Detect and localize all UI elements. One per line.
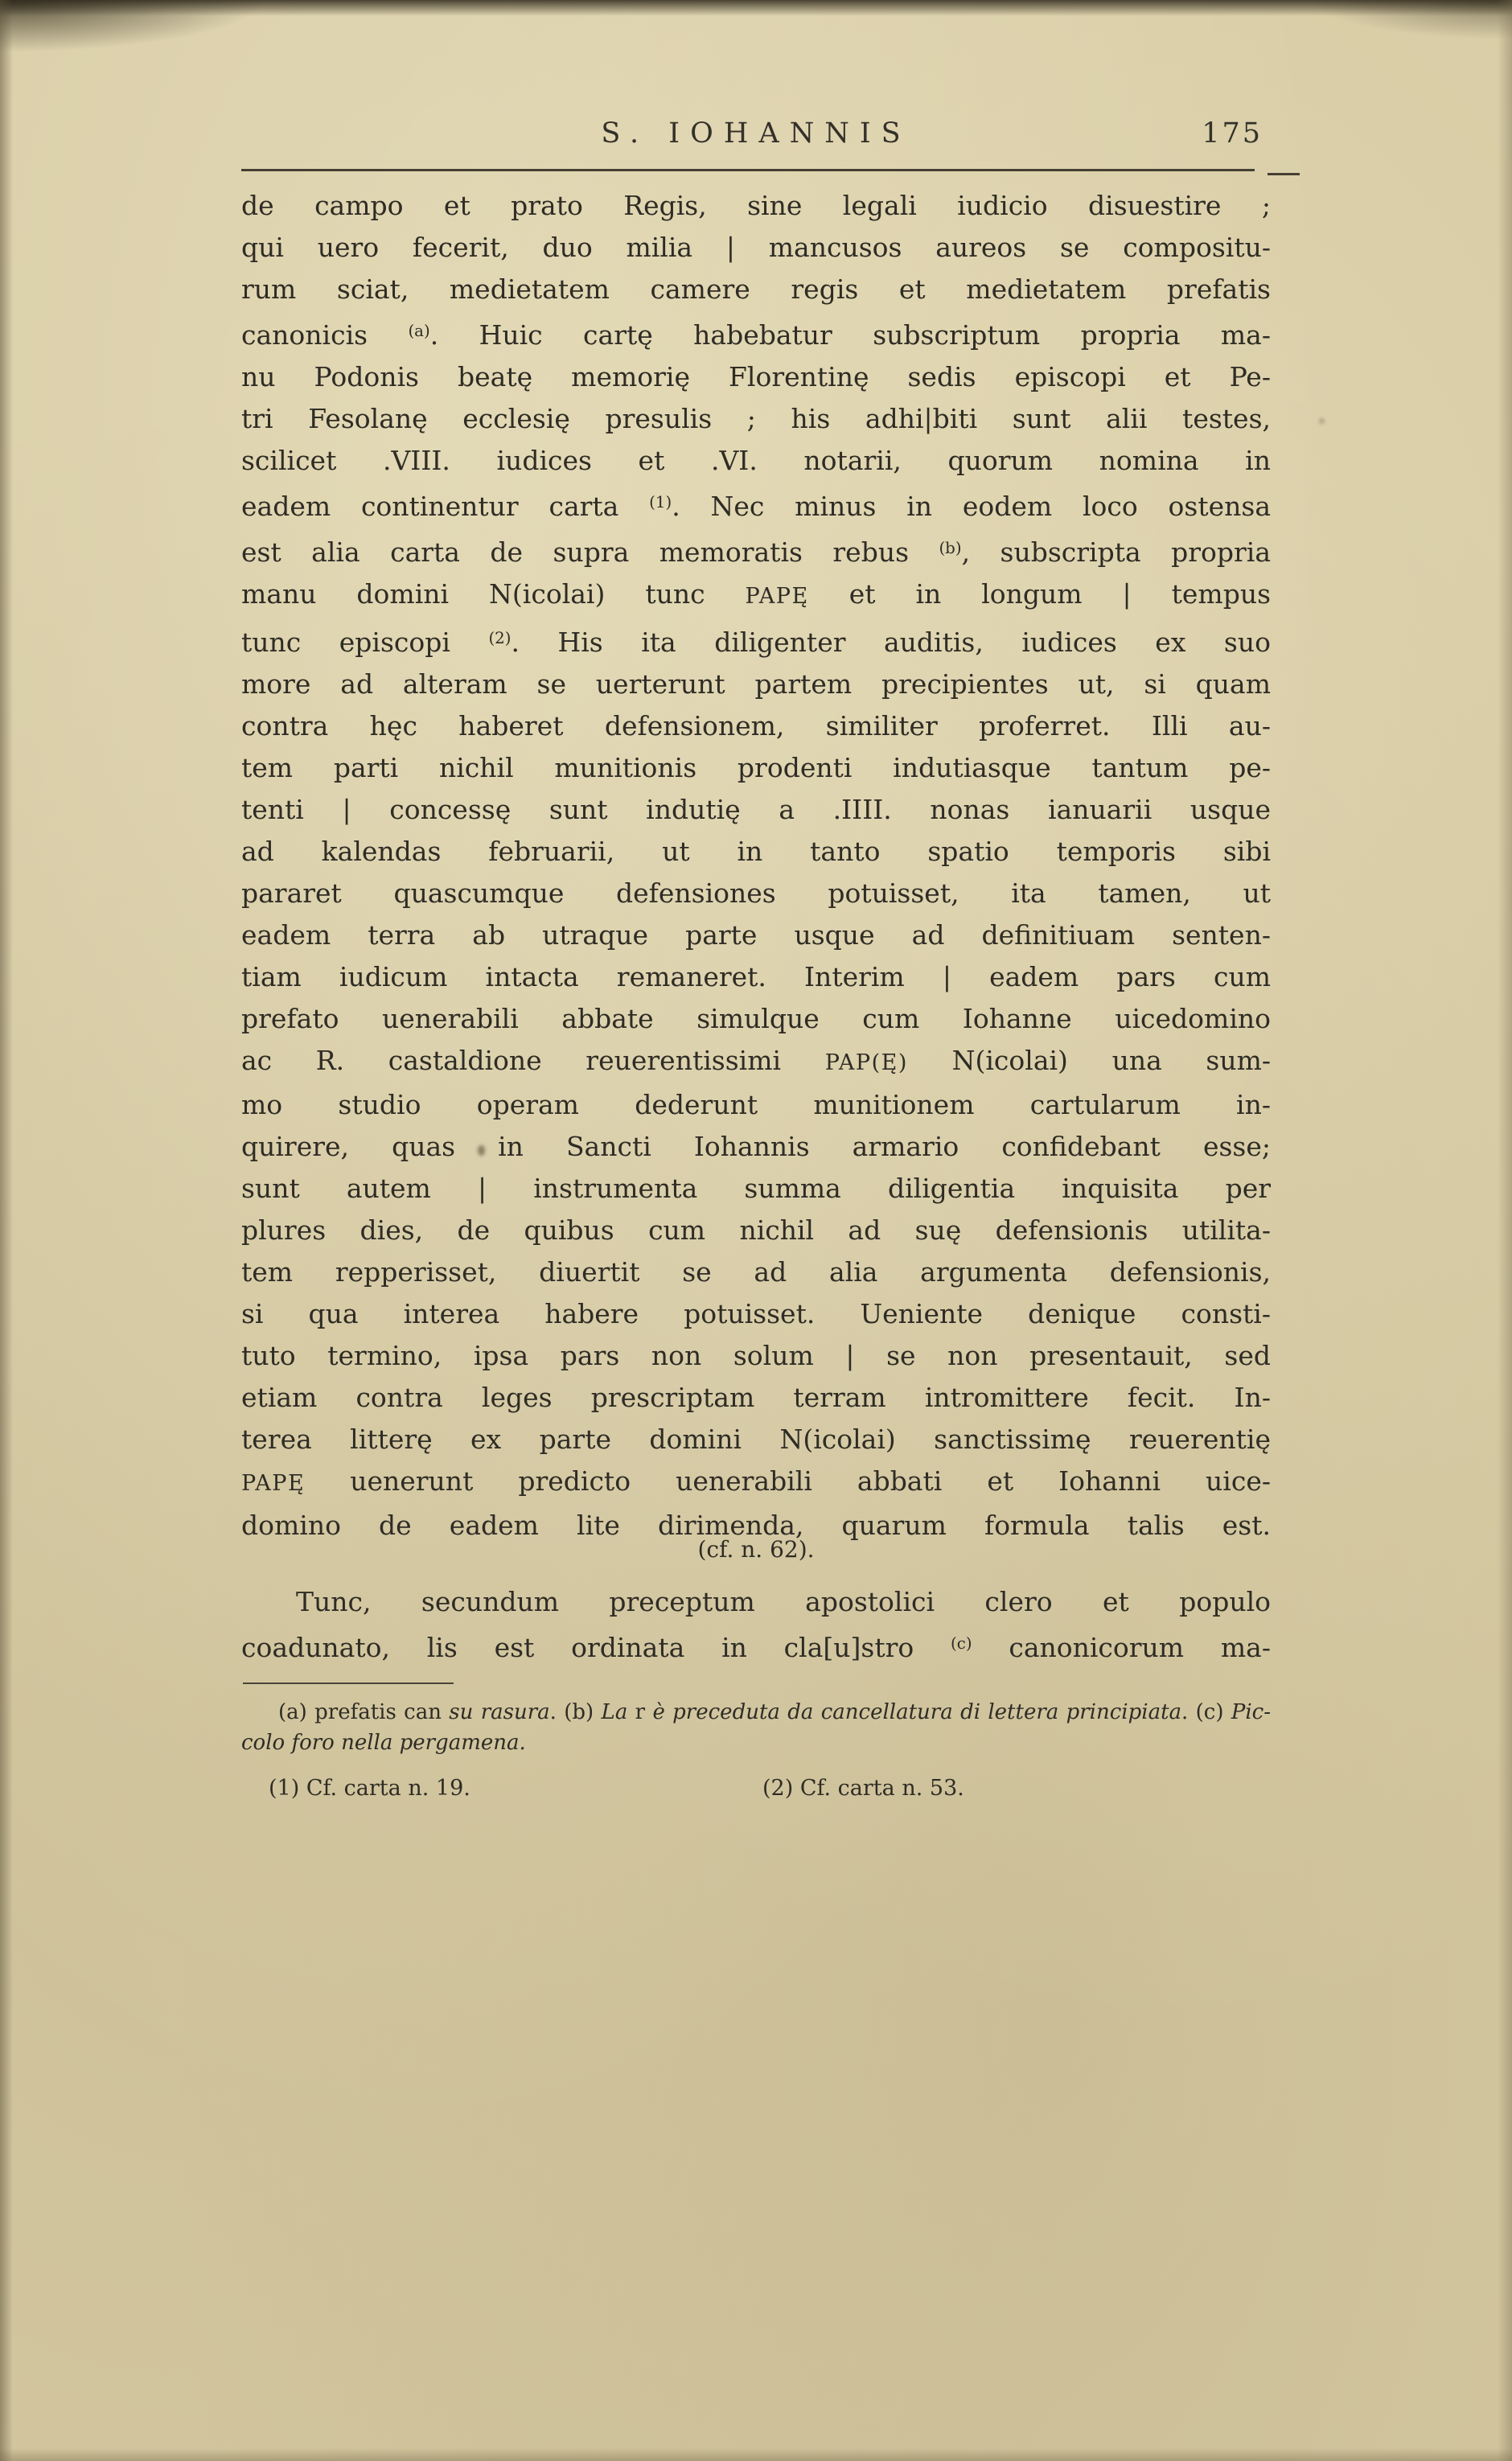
page-number: 175: [1202, 117, 1263, 150]
superscript-note-mark: (b): [939, 538, 962, 557]
page-edge-shadow-right: [1498, 0, 1512, 2461]
page-edge-shadow-bottom: [0, 2448, 1512, 2461]
italic-text: La: [601, 1700, 628, 1724]
italic-text: Pic-: [1231, 1700, 1271, 1724]
page-edge-shadow-corner-left: [0, 0, 370, 72]
text-line: ac R. castaldione reuerentissimi PAP(Ę) N(icolai) una sum-: [241, 1044, 1272, 1076]
text-line: tri Fesolanę ecclesię presulis ; his adhi|biti sunt alii testes,: [241, 402, 1271, 434]
text-line: more ad alteram se uerterunt partem precipientes ut, si quam: [241, 668, 1271, 700]
text-line: tem repperisset, diuertit se ad alia argumenta defensionis,: [241, 1255, 1271, 1288]
text-line: tem parti nichil munitionis prodenti indutiasque tantum pe-: [241, 751, 1271, 783]
superscript-note-mark: (a): [408, 322, 430, 340]
running-header: [241, 117, 1271, 154]
paragraph-second: [241, 1581, 1271, 1669]
text-line: eadem continentur carta $^{(1)}$. Nec minus in eodem loco ostensa: [241, 490, 1272, 522]
page-edge-shadow-left: [0, 0, 13, 2461]
italic-text: su rasura: [449, 1700, 550, 1724]
text-line: si qua interea habere potuisset. Ueniente denique consti-: [241, 1297, 1271, 1329]
page-edge-shadow-corner-right: [1222, 0, 1512, 56]
small-caps-text: PAPĘ: [241, 1470, 306, 1496]
italic-text: è preceduta da cancellatura di lettera principiata: [652, 1700, 1182, 1724]
text-line: prefato uenerabili abbate simulque cum Iohanne uicedomino: [241, 1002, 1271, 1034]
text-line: qui uero fecerit, duo milia | mancusos aureos se compositu-: [241, 232, 1271, 263]
text-line: coadunato, lis est ordinata in cla[u]stro $^{(c)}$ canonicorum ma-: [241, 1631, 1272, 1663]
superscript-note-mark: (c): [951, 1634, 972, 1653]
italic-text: colo foro nella pergamena.: [241, 1731, 526, 1755]
text-line: plures dies, de quibus cum nichil ad suę defensionis utilita-: [241, 1214, 1271, 1246]
text-line: scilicet .VIII. iudices et .VI. notarii, quorum nomina in: [241, 444, 1271, 476]
text-line: PAPĘ uenerunt predicto uenerabili abbati et Iohanni uice-: [241, 1465, 1271, 1497]
superscript-note-mark: (1): [649, 492, 672, 512]
text-line: ad kalendas februarii, ut in tanto spatio temporis sibi: [241, 835, 1271, 867]
small-caps-text: PAPĘ: [745, 583, 809, 609]
text-line: mo studio operam dederunt munitionem cartularum in-: [241, 1088, 1271, 1120]
text-line: de campo et prato Regis, sine legali iudicio disuestire ;: [241, 190, 1271, 221]
text-line: manu domini N(icolai) tunc PAPĘ et in longum | tempus: [241, 577, 1272, 610]
small-caps-text: PAP(Ę): [824, 1050, 908, 1075]
text-line: Tunc, secundum preceptum apostolici clero et populo: [296, 1586, 1271, 1617]
text-line: pararet quascumque defensiones potuisset, ita tamen, ut: [241, 877, 1271, 909]
running-header-title: S. IOHANNIS: [601, 117, 911, 150]
reference-2: (2) Cf. carta n. 53.: [762, 1776, 964, 1801]
footnote-references: [241, 1776, 1271, 1808]
text-line: tuto termino, ipsa pars non solum | se non presentauit, sed: [241, 1339, 1271, 1371]
footnote-rule: [243, 1682, 454, 1684]
text-line: tiam iudicum intacta remaneret. Interim | eadem pars cum: [241, 960, 1271, 992]
page-edge-shadow-top: [0, 0, 1512, 16]
header-rule-dash: [1268, 173, 1300, 175]
text-line: domino de eadem lite dirimenda, quarum formula talis est.: [241, 1509, 1271, 1541]
text-line: etiam contra leges prescriptam terram intromittere fecit. In-: [241, 1381, 1271, 1413]
text-line: eadem terra ab utraque parte usque ad definitiuam senten-: [241, 918, 1271, 951]
header-rule: [241, 169, 1255, 171]
text-line: terea litterę ex parte domini N(icolai) sanctissimę reuerentię: [241, 1423, 1271, 1455]
text-line: tenti | concessę sunt indutię a .IIII. nonas ianuarii usque: [241, 793, 1271, 825]
text-line: est alia carta de supra memoratis rebus $^{(b)}$, subscripta propria: [241, 536, 1271, 568]
paper-stain: [1319, 418, 1325, 424]
text-line: nu Podonis beatę memorię Florentinę sedis episcopi et Pe-: [241, 360, 1271, 392]
citation-note: (cf. n. 62).: [697, 1536, 815, 1563]
text-line: [241, 1728, 1271, 1758]
superscript-note-mark: (2): [488, 628, 512, 647]
reference-1: (1) Cf. carta n. 19.: [269, 1776, 470, 1801]
text-line: canonicis $^{(a)}$. Huic cartę habebatur subscriptum propria ma-: [241, 318, 1272, 351]
text-line: (a) prefatis can su rasura. (b) La r è preceduta da cancellatura di lettera principiata. (c) Pic-: [278, 1700, 1271, 1724]
text-line: contra hęc haberet defensionem, similiter proferret. Illi au-: [241, 709, 1271, 742]
text-line: tunc episcopi $^{(2)}$. His ita diligenter auditis, iudices ex suo: [241, 626, 1271, 658]
critical-apparatus: [241, 1697, 1271, 1758]
paragraph-main: [241, 185, 1271, 1547]
text-line: sunt autem | instrumenta summa diligentia inquisita per: [241, 1172, 1271, 1204]
text-line: rum sciat, medietatem camere regis et medietatem prefatis: [241, 273, 1271, 305]
text-line: quirere, quas in Sancti Iohannis armario confidebant esse;: [241, 1130, 1271, 1162]
